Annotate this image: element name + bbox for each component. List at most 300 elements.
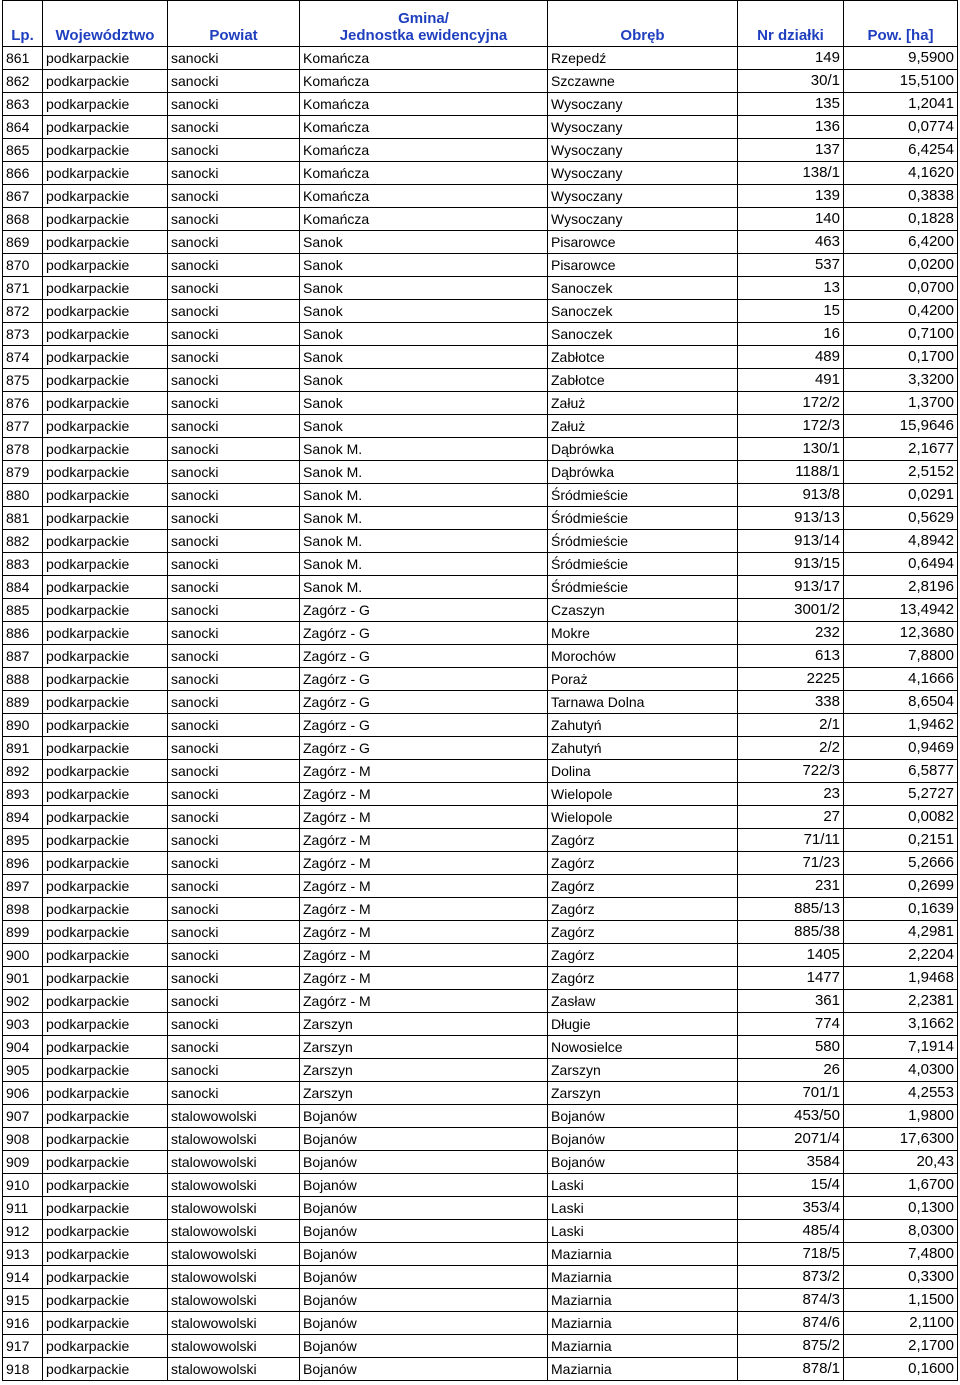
table-row bbox=[3, 1013, 958, 1036]
table-row bbox=[3, 898, 958, 921]
cell-lp: 875 bbox=[3, 369, 43, 392]
cell-pow: 0,1700 bbox=[844, 346, 958, 369]
cell-nr-dzialki: 71/11 bbox=[738, 829, 844, 852]
cell-obreb: Zahutyń bbox=[548, 737, 738, 760]
table-row bbox=[3, 1220, 958, 1243]
cell-gmina: Zagórz - M bbox=[300, 829, 548, 852]
cell-obreb: Załuż bbox=[548, 392, 738, 415]
cell-wojewodztwo: podkarpackie bbox=[43, 760, 168, 783]
cell-nr-dzialki: 172/2 bbox=[738, 392, 844, 415]
cell-gmina: Sanok bbox=[300, 369, 548, 392]
table-row bbox=[3, 737, 958, 760]
cell-gmina: Zagórz - M bbox=[300, 875, 548, 898]
cell-obreb: Zahutyń bbox=[548, 714, 738, 737]
cell-nr-dzialki: 913/17 bbox=[738, 576, 844, 599]
cell-pow: 0,3838 bbox=[844, 185, 958, 208]
table-row bbox=[3, 1059, 958, 1082]
cell-powiat: sanocki bbox=[168, 1059, 300, 1082]
table-row bbox=[3, 668, 958, 691]
cell-lp: 905 bbox=[3, 1059, 43, 1082]
cell-gmina: Zagórz - M bbox=[300, 898, 548, 921]
cell-powiat: sanocki bbox=[168, 783, 300, 806]
cell-gmina: Sanok bbox=[300, 231, 548, 254]
cell-gmina: Sanok M. bbox=[300, 484, 548, 507]
cell-obreb: Nowosielce bbox=[548, 1036, 738, 1059]
cell-wojewodztwo: podkarpackie bbox=[43, 1082, 168, 1105]
cell-obreb: Zagórz bbox=[548, 875, 738, 898]
cell-nr-dzialki: 1188/1 bbox=[738, 461, 844, 484]
cell-powiat: sanocki bbox=[168, 139, 300, 162]
cell-nr-dzialki: 130/1 bbox=[738, 438, 844, 461]
cell-lp: 879 bbox=[3, 461, 43, 484]
cell-nr-dzialki: 16 bbox=[738, 323, 844, 346]
cell-wojewodztwo: podkarpackie bbox=[43, 1335, 168, 1358]
table-row bbox=[3, 116, 958, 139]
cell-nr-dzialki: 913/14 bbox=[738, 530, 844, 553]
cell-pow: 1,9462 bbox=[844, 714, 958, 737]
cell-lp: 866 bbox=[3, 162, 43, 185]
cell-obreb: Zagórz bbox=[548, 898, 738, 921]
cell-wojewodztwo: podkarpackie bbox=[43, 277, 168, 300]
cell-pow: 0,1600 bbox=[844, 1358, 958, 1381]
cell-wojewodztwo: podkarpackie bbox=[43, 737, 168, 760]
table-row bbox=[3, 1082, 958, 1105]
cell-powiat: sanocki bbox=[168, 231, 300, 254]
cell-wojewodztwo: podkarpackie bbox=[43, 1036, 168, 1059]
cell-nr-dzialki: 13 bbox=[738, 277, 844, 300]
cell-powiat: sanocki bbox=[168, 208, 300, 231]
cell-pow: 3,3200 bbox=[844, 369, 958, 392]
cell-gmina: Zagórz - M bbox=[300, 760, 548, 783]
cell-nr-dzialki: 1477 bbox=[738, 967, 844, 990]
cell-gmina: Bojanów bbox=[300, 1151, 548, 1174]
cell-obreb: Zagórz bbox=[548, 852, 738, 875]
cell-obreb: Maziarnia bbox=[548, 1358, 738, 1381]
cell-wojewodztwo: podkarpackie bbox=[43, 70, 168, 93]
cell-pow: 0,9469 bbox=[844, 737, 958, 760]
cell-pow: 2,1677 bbox=[844, 438, 958, 461]
cell-gmina: Bojanów bbox=[300, 1197, 548, 1220]
table-row bbox=[3, 1197, 958, 1220]
cell-nr-dzialki: 878/1 bbox=[738, 1358, 844, 1381]
cell-nr-dzialki: 353/4 bbox=[738, 1197, 844, 1220]
cell-gmina: Bojanów bbox=[300, 1220, 548, 1243]
cell-nr-dzialki: 463 bbox=[738, 231, 844, 254]
cell-powiat: sanocki bbox=[168, 116, 300, 139]
cell-gmina: Sanok bbox=[300, 300, 548, 323]
cell-pow: 20,43 bbox=[844, 1151, 958, 1174]
cell-lp: 874 bbox=[3, 346, 43, 369]
cell-powiat: sanocki bbox=[168, 1082, 300, 1105]
cell-gmina: Bojanów bbox=[300, 1243, 548, 1266]
table-row bbox=[3, 714, 958, 737]
cell-gmina: Zarszyn bbox=[300, 1059, 548, 1082]
cell-nr-dzialki: 71/23 bbox=[738, 852, 844, 875]
cell-gmina: Komańcza bbox=[300, 47, 548, 70]
cell-wojewodztwo: podkarpackie bbox=[43, 208, 168, 231]
cell-powiat: stalowowolski bbox=[168, 1289, 300, 1312]
cell-nr-dzialki: 172/3 bbox=[738, 415, 844, 438]
cell-obreb: Śródmieście bbox=[548, 576, 738, 599]
cell-lp: 907 bbox=[3, 1105, 43, 1128]
cell-nr-dzialki: 27 bbox=[738, 806, 844, 829]
cell-wojewodztwo: podkarpackie bbox=[43, 323, 168, 346]
cell-nr-dzialki: 489 bbox=[738, 346, 844, 369]
cell-wojewodztwo: podkarpackie bbox=[43, 852, 168, 875]
cell-nr-dzialki: 137 bbox=[738, 139, 844, 162]
cell-lp: 895 bbox=[3, 829, 43, 852]
cell-obreb: Zabłotce bbox=[548, 369, 738, 392]
cell-lp: 888 bbox=[3, 668, 43, 691]
cell-pow: 1,3700 bbox=[844, 392, 958, 415]
cell-lp: 910 bbox=[3, 1174, 43, 1197]
table-row bbox=[3, 162, 958, 185]
cell-obreb: Tarnawa Dolna bbox=[548, 691, 738, 714]
cell-wojewodztwo: podkarpackie bbox=[43, 714, 168, 737]
cell-gmina: Zagórz - G bbox=[300, 714, 548, 737]
cell-pow: 1,6700 bbox=[844, 1174, 958, 1197]
cell-wojewodztwo: podkarpackie bbox=[43, 1266, 168, 1289]
cell-lp: 902 bbox=[3, 990, 43, 1013]
cell-lp: 906 bbox=[3, 1082, 43, 1105]
table-row bbox=[3, 185, 958, 208]
cell-pow: 0,1828 bbox=[844, 208, 958, 231]
cell-wojewodztwo: podkarpackie bbox=[43, 185, 168, 208]
cell-lp: 863 bbox=[3, 93, 43, 116]
cell-gmina: Sanok bbox=[300, 323, 548, 346]
cell-gmina: Sanok bbox=[300, 254, 548, 277]
cell-powiat: sanocki bbox=[168, 852, 300, 875]
cell-powiat: sanocki bbox=[168, 70, 300, 93]
cell-wojewodztwo: podkarpackie bbox=[43, 116, 168, 139]
cell-lp: 867 bbox=[3, 185, 43, 208]
cell-powiat: sanocki bbox=[168, 967, 300, 990]
cell-pow: 3,1662 bbox=[844, 1013, 958, 1036]
cell-nr-dzialki: 136 bbox=[738, 116, 844, 139]
cell-wojewodztwo: podkarpackie bbox=[43, 1059, 168, 1082]
cell-obreb: Długie bbox=[548, 1013, 738, 1036]
cell-wojewodztwo: podkarpackie bbox=[43, 645, 168, 668]
cell-lp: 899 bbox=[3, 921, 43, 944]
cell-powiat: sanocki bbox=[168, 162, 300, 185]
cell-obreb: Zarszyn bbox=[548, 1082, 738, 1105]
cell-obreb: Zagórz bbox=[548, 829, 738, 852]
table-row bbox=[3, 645, 958, 668]
cell-lp: 918 bbox=[3, 1358, 43, 1381]
cell-lp: 869 bbox=[3, 231, 43, 254]
cell-gmina: Zagórz - M bbox=[300, 806, 548, 829]
cell-pow: 8,0300 bbox=[844, 1220, 958, 1243]
cell-powiat: sanocki bbox=[168, 806, 300, 829]
cell-pow: 0,0291 bbox=[844, 484, 958, 507]
cell-nr-dzialki: 722/3 bbox=[738, 760, 844, 783]
cell-nr-dzialki: 453/50 bbox=[738, 1105, 844, 1128]
cell-pow: 2,8196 bbox=[844, 576, 958, 599]
cell-gmina: Zarszyn bbox=[300, 1013, 548, 1036]
cell-nr-dzialki: 1405 bbox=[738, 944, 844, 967]
cell-gmina: Bojanów bbox=[300, 1105, 548, 1128]
table-row bbox=[3, 967, 958, 990]
table-row bbox=[3, 438, 958, 461]
cell-obreb: Bojanów bbox=[548, 1105, 738, 1128]
table-row bbox=[3, 1266, 958, 1289]
cell-gmina: Komańcza bbox=[300, 139, 548, 162]
cell-lp: 898 bbox=[3, 898, 43, 921]
table-row bbox=[3, 921, 958, 944]
table-row bbox=[3, 576, 958, 599]
cell-gmina: Zarszyn bbox=[300, 1036, 548, 1059]
cell-nr-dzialki: 15 bbox=[738, 300, 844, 323]
cell-lp: 883 bbox=[3, 553, 43, 576]
cell-nr-dzialki: 138/1 bbox=[738, 162, 844, 185]
cell-obreb: Sanoczek bbox=[548, 323, 738, 346]
cell-nr-dzialki: 874/6 bbox=[738, 1312, 844, 1335]
table-row bbox=[3, 1174, 958, 1197]
cell-pow: 0,0082 bbox=[844, 806, 958, 829]
cell-obreb: Maziarnia bbox=[548, 1312, 738, 1335]
cell-lp: 914 bbox=[3, 1266, 43, 1289]
cell-wojewodztwo: podkarpackie bbox=[43, 576, 168, 599]
table-row bbox=[3, 760, 958, 783]
cell-nr-dzialki: 774 bbox=[738, 1013, 844, 1036]
cell-pow: 8,6504 bbox=[844, 691, 958, 714]
table-row bbox=[3, 139, 958, 162]
cell-obreb: Bojanów bbox=[548, 1151, 738, 1174]
cell-powiat: sanocki bbox=[168, 185, 300, 208]
cell-nr-dzialki: 875/2 bbox=[738, 1335, 844, 1358]
table-row bbox=[3, 47, 958, 70]
cell-lp: 872 bbox=[3, 300, 43, 323]
cell-lp: 886 bbox=[3, 622, 43, 645]
cell-powiat: sanocki bbox=[168, 415, 300, 438]
cell-lp: 878 bbox=[3, 438, 43, 461]
cell-nr-dzialki: 149 bbox=[738, 47, 844, 70]
cell-lp: 911 bbox=[3, 1197, 43, 1220]
cell-gmina: Sanok bbox=[300, 415, 548, 438]
cell-gmina: Komańcza bbox=[300, 185, 548, 208]
cell-obreb: Wysoczany bbox=[548, 162, 738, 185]
cell-wojewodztwo: podkarpackie bbox=[43, 599, 168, 622]
cell-powiat: sanocki bbox=[168, 323, 300, 346]
table-row bbox=[3, 1105, 958, 1128]
cell-lp: 865 bbox=[3, 139, 43, 162]
table-row bbox=[3, 691, 958, 714]
cell-wojewodztwo: podkarpackie bbox=[43, 875, 168, 898]
cell-wojewodztwo: podkarpackie bbox=[43, 484, 168, 507]
cell-nr-dzialki: 139 bbox=[738, 185, 844, 208]
cell-obreb: Laski bbox=[548, 1174, 738, 1197]
table-row bbox=[3, 1036, 958, 1059]
cell-lp: 897 bbox=[3, 875, 43, 898]
cell-lp: 885 bbox=[3, 599, 43, 622]
cell-lp: 908 bbox=[3, 1128, 43, 1151]
cell-powiat: stalowowolski bbox=[168, 1220, 300, 1243]
cell-nr-dzialki: 23 bbox=[738, 783, 844, 806]
cell-wojewodztwo: podkarpackie bbox=[43, 622, 168, 645]
cell-gmina: Bojanów bbox=[300, 1174, 548, 1197]
cell-powiat: sanocki bbox=[168, 898, 300, 921]
cell-pow: 9,5900 bbox=[844, 47, 958, 70]
cell-gmina: Zagórz - G bbox=[300, 668, 548, 691]
cell-obreb: Wielopole bbox=[548, 806, 738, 829]
cell-wojewodztwo: podkarpackie bbox=[43, 392, 168, 415]
cell-pow: 0,1300 bbox=[844, 1197, 958, 1220]
cell-gmina: Zagórz - G bbox=[300, 737, 548, 760]
cell-powiat: sanocki bbox=[168, 369, 300, 392]
cell-wojewodztwo: podkarpackie bbox=[43, 93, 168, 116]
cell-pow: 0,1639 bbox=[844, 898, 958, 921]
cell-pow: 2,1100 bbox=[844, 1312, 958, 1335]
cell-obreb: Wielopole bbox=[548, 783, 738, 806]
cell-pow: 4,8942 bbox=[844, 530, 958, 553]
cell-pow: 17,6300 bbox=[844, 1128, 958, 1151]
header-gmina-line1: Gmina/ bbox=[398, 10, 449, 27]
cell-powiat: sanocki bbox=[168, 346, 300, 369]
cell-powiat: stalowowolski bbox=[168, 1174, 300, 1197]
cell-nr-dzialki: 232 bbox=[738, 622, 844, 645]
cell-wojewodztwo: podkarpackie bbox=[43, 461, 168, 484]
cell-lp: 882 bbox=[3, 530, 43, 553]
table-row bbox=[3, 1335, 958, 1358]
cell-wojewodztwo: podkarpackie bbox=[43, 898, 168, 921]
cell-gmina: Sanok bbox=[300, 392, 548, 415]
cell-pow: 0,0200 bbox=[844, 254, 958, 277]
cell-pow: 1,9468 bbox=[844, 967, 958, 990]
cell-lp: 896 bbox=[3, 852, 43, 875]
cell-powiat: stalowowolski bbox=[168, 1243, 300, 1266]
table-row bbox=[3, 415, 958, 438]
cell-gmina: Komańcza bbox=[300, 93, 548, 116]
cell-gmina: Sanok M. bbox=[300, 438, 548, 461]
cell-powiat: sanocki bbox=[168, 1036, 300, 1059]
cell-wojewodztwo: podkarpackie bbox=[43, 438, 168, 461]
cell-lp: 868 bbox=[3, 208, 43, 231]
cell-nr-dzialki: 885/13 bbox=[738, 898, 844, 921]
cell-powiat: sanocki bbox=[168, 438, 300, 461]
cell-obreb: Maziarnia bbox=[548, 1289, 738, 1312]
cell-pow: 6,4254 bbox=[844, 139, 958, 162]
header-wojewodztwo: Województwo bbox=[43, 1, 168, 47]
table-row bbox=[3, 599, 958, 622]
cell-gmina: Zagórz - G bbox=[300, 599, 548, 622]
cell-pow: 12,3680 bbox=[844, 622, 958, 645]
cell-obreb: Sanoczek bbox=[548, 277, 738, 300]
cell-wojewodztwo: podkarpackie bbox=[43, 1289, 168, 1312]
cell-powiat: sanocki bbox=[168, 668, 300, 691]
cell-lp: 887 bbox=[3, 645, 43, 668]
cell-pow: 15,5100 bbox=[844, 70, 958, 93]
cell-gmina: Bojanów bbox=[300, 1128, 548, 1151]
cell-gmina: Sanok M. bbox=[300, 507, 548, 530]
cell-powiat: sanocki bbox=[168, 829, 300, 852]
cell-obreb: Czaszyn bbox=[548, 599, 738, 622]
cell-lp: 903 bbox=[3, 1013, 43, 1036]
table-row bbox=[3, 622, 958, 645]
cell-lp: 913 bbox=[3, 1243, 43, 1266]
cell-wojewodztwo: podkarpackie bbox=[43, 507, 168, 530]
cell-obreb: Laski bbox=[548, 1220, 738, 1243]
cell-obreb: Morochów bbox=[548, 645, 738, 668]
table-row bbox=[3, 829, 958, 852]
cell-powiat: sanocki bbox=[168, 1013, 300, 1036]
cell-gmina: Komańcza bbox=[300, 162, 548, 185]
cell-obreb: Poraż bbox=[548, 668, 738, 691]
cell-pow: 4,2981 bbox=[844, 921, 958, 944]
cell-nr-dzialki: 2/1 bbox=[738, 714, 844, 737]
cell-pow: 7,1914 bbox=[844, 1036, 958, 1059]
cell-obreb: Śródmieście bbox=[548, 507, 738, 530]
cell-powiat: sanocki bbox=[168, 553, 300, 576]
cell-lp: 862 bbox=[3, 70, 43, 93]
cell-wojewodztwo: podkarpackie bbox=[43, 668, 168, 691]
table-row bbox=[3, 507, 958, 530]
cell-wojewodztwo: podkarpackie bbox=[43, 1243, 168, 1266]
cell-gmina: Bojanów bbox=[300, 1289, 548, 1312]
cell-wojewodztwo: podkarpackie bbox=[43, 415, 168, 438]
cell-powiat: sanocki bbox=[168, 576, 300, 599]
cell-obreb: Dolina bbox=[548, 760, 738, 783]
cell-lp: 892 bbox=[3, 760, 43, 783]
cell-lp: 891 bbox=[3, 737, 43, 760]
cell-obreb: Śródmieście bbox=[548, 530, 738, 553]
cell-wojewodztwo: podkarpackie bbox=[43, 829, 168, 852]
cell-powiat: sanocki bbox=[168, 507, 300, 530]
table-row bbox=[3, 93, 958, 116]
cell-nr-dzialki: 613 bbox=[738, 645, 844, 668]
cell-gmina: Sanok M. bbox=[300, 553, 548, 576]
header-gmina bbox=[300, 1, 548, 47]
cell-pow: 7,8800 bbox=[844, 645, 958, 668]
cell-nr-dzialki: 3001/2 bbox=[738, 599, 844, 622]
cell-nr-dzialki: 2071/4 bbox=[738, 1128, 844, 1151]
header-lp: Lp. bbox=[3, 1, 43, 47]
cell-pow: 0,5629 bbox=[844, 507, 958, 530]
table-row bbox=[3, 875, 958, 898]
cell-lp: 884 bbox=[3, 576, 43, 599]
cell-obreb: Szczawne bbox=[548, 70, 738, 93]
cell-obreb: Pisarowce bbox=[548, 254, 738, 277]
cell-lp: 889 bbox=[3, 691, 43, 714]
cell-lp: 900 bbox=[3, 944, 43, 967]
cell-gmina: Zagórz - M bbox=[300, 967, 548, 990]
cell-obreb: Śródmieście bbox=[548, 553, 738, 576]
cell-pow: 1,2041 bbox=[844, 93, 958, 116]
cell-obreb: Rzepedź bbox=[548, 47, 738, 70]
cell-obreb: Zarszyn bbox=[548, 1059, 738, 1082]
cell-nr-dzialki: 15/4 bbox=[738, 1174, 844, 1197]
table-header bbox=[3, 1, 958, 47]
table-row bbox=[3, 484, 958, 507]
header-powiat: Powiat bbox=[168, 1, 300, 47]
cell-lp: 890 bbox=[3, 714, 43, 737]
cell-obreb: Zagórz bbox=[548, 921, 738, 944]
cell-powiat: sanocki bbox=[168, 737, 300, 760]
cell-obreb: Zabłotce bbox=[548, 346, 738, 369]
cell-powiat: stalowowolski bbox=[168, 1151, 300, 1174]
cell-nr-dzialki: 30/1 bbox=[738, 70, 844, 93]
cell-nr-dzialki: 485/4 bbox=[738, 1220, 844, 1243]
cell-gmina: Bojanów bbox=[300, 1266, 548, 1289]
cell-pow: 0,2151 bbox=[844, 829, 958, 852]
cell-gmina: Bojanów bbox=[300, 1312, 548, 1335]
cell-nr-dzialki: 913/8 bbox=[738, 484, 844, 507]
cell-pow: 0,3300 bbox=[844, 1266, 958, 1289]
cell-gmina: Zagórz - G bbox=[300, 691, 548, 714]
cell-wojewodztwo: podkarpackie bbox=[43, 47, 168, 70]
cell-nr-dzialki: 3584 bbox=[738, 1151, 844, 1174]
cell-gmina: Zagórz - M bbox=[300, 990, 548, 1013]
cell-pow: 13,4942 bbox=[844, 599, 958, 622]
